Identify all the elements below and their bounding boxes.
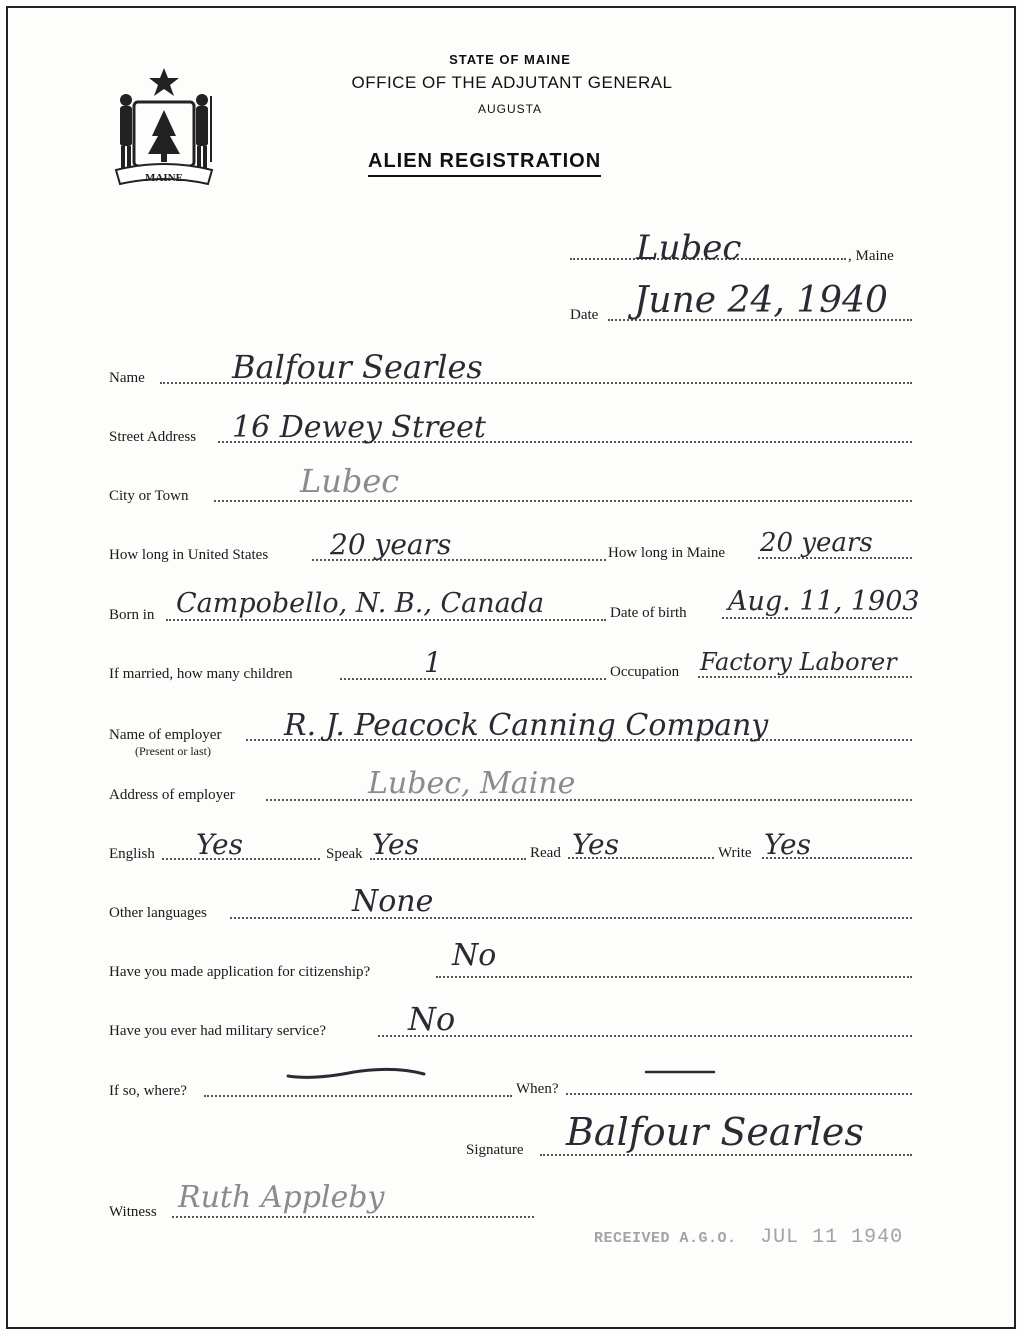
maine-label: , Maine [848, 248, 894, 264]
occupation-label: Occupation [610, 664, 680, 680]
other-languages-label: Other languages [109, 905, 207, 921]
how-long-us-label: How long in United States [109, 547, 269, 563]
date-of-birth-line [722, 617, 912, 619]
header-office: OFFICE OF THE ADJUTANT GENERAL [351, 73, 673, 92]
date-of-birth-value: Aug. 11, 1903 [728, 586, 920, 617]
speak-label: Speak [326, 846, 363, 862]
born-in-line [166, 619, 606, 621]
military-value: No [408, 1000, 456, 1038]
write-label: Write [718, 845, 752, 861]
english-value: Yes [196, 828, 243, 861]
citizenship-label: Have you made application for citizenship? [109, 964, 371, 980]
received-stamp [594, 1226, 903, 1249]
english-label: English [109, 846, 155, 862]
how-long-maine-value: 20 years [760, 528, 873, 558]
employer-value: R. J. Peacock Canning Company [284, 708, 769, 743]
signature-label: Signature [466, 1142, 524, 1158]
how-long-maine-label: How long in Maine [608, 545, 726, 561]
when-label: When? [516, 1081, 559, 1097]
street-value: 16 Dewey Street [232, 410, 486, 445]
children-value: 1 [424, 646, 442, 679]
read-label: Read [530, 845, 561, 861]
city-value: Lubec [300, 462, 400, 500]
where-dash-mark [284, 1062, 428, 1084]
signature-line [540, 1154, 912, 1156]
occupation-line [698, 676, 912, 678]
born-in-value: Campobello, N. B., Canada [176, 588, 545, 619]
signature-value: Balfour Searles [566, 1110, 864, 1154]
employer-address-label: Address of employer [109, 787, 235, 803]
name-label: Name [109, 370, 145, 386]
citizenship-value: No [452, 938, 497, 973]
witness-value: Ruth Appleby [178, 1180, 385, 1215]
witness-label: Witness [109, 1204, 157, 1220]
city-line [214, 500, 912, 502]
children-label: If married, how many children [109, 666, 293, 682]
seal-text: MAINE [145, 172, 183, 184]
name-value: Balfour Searles [232, 348, 483, 386]
other-languages-value: None [352, 884, 434, 919]
when-dash-mark [644, 1066, 716, 1078]
employer-note: (Present or last) [135, 744, 211, 758]
header-city: AUGUSTA [477, 102, 543, 116]
employer-label: Name of employer [109, 727, 222, 743]
where-label: If so, where? [109, 1083, 187, 1099]
citizenship-line [436, 976, 912, 978]
military-label: Have you ever had military service? [109, 1023, 326, 1039]
town-value: Lubec [636, 228, 742, 268]
how-long-us-value: 20 years [330, 528, 452, 561]
stamp-date: JUL 11 1940 [760, 1226, 904, 1249]
children-line [340, 678, 606, 680]
stamp-received: RECEIVED A.G.O. [594, 1230, 737, 1247]
form-title: ALIEN REGISTRATION [368, 150, 601, 177]
witness-line [172, 1216, 534, 1218]
city-label: City or Town [109, 488, 189, 504]
date-of-birth-label: Date of birth [610, 605, 687, 621]
occupation-value: Factory Laborer [700, 648, 897, 676]
born-in-label: Born in [109, 607, 155, 623]
header-state: STATE OF MAINE [449, 52, 571, 67]
write-value: Yes [764, 828, 811, 861]
read-value: Yes [572, 828, 619, 861]
street-label: Street Address [109, 429, 197, 445]
date-value: June 24, 1940 [634, 280, 888, 321]
employer-address-line [266, 799, 912, 801]
employer-address-value: Lubec, Maine [368, 766, 576, 801]
when-line [566, 1093, 912, 1095]
other-languages-line [230, 917, 912, 919]
speak-value: Yes [372, 828, 419, 861]
date-label: Date [570, 307, 599, 323]
military-line [378, 1035, 912, 1037]
where-line [204, 1095, 512, 1097]
